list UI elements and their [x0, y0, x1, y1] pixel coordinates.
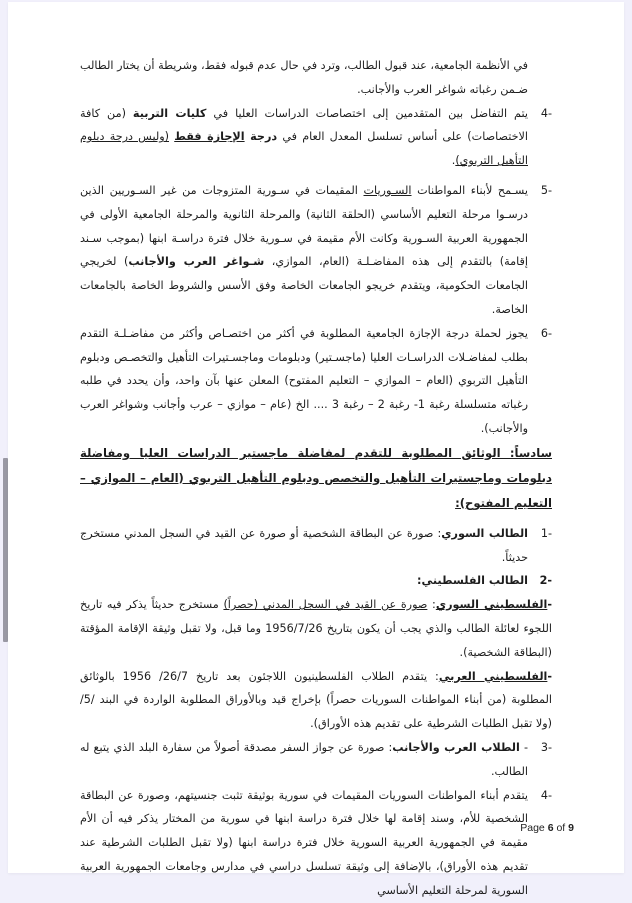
text: : صورة عن البطاقة الشخصية أو صورة عن القيد في السجل المدني مستخرج حديثاً.: [80, 526, 528, 564]
text: :: [417, 574, 422, 588]
document-item-2: [80, 569, 552, 593]
bold-label: الطالب الفلسطيني: [421, 574, 528, 588]
item-number: 1-: [540, 526, 552, 540]
bold-label: الطلاب العرب والأجانب: [392, 740, 520, 754]
list-item-4: [80, 102, 552, 173]
text: مستخرج حديثاً يذكر فيه تاريخ اللجوء لعائلة الطالب والذي يجب أن يكون بتاريخ 1956/7/26 وما قبل، ولا تقبل وثيقة الإقامة المؤقتة (البطاقة الشخصية).: [80, 598, 552, 659]
document-item-4: [80, 784, 552, 903]
of-word: of: [556, 822, 566, 834]
item-number: 5-: [540, 183, 552, 197]
page-content: [80, 54, 552, 903]
total-pages: 9: [568, 822, 574, 834]
list-item-6: [80, 322, 552, 441]
text: : يتقدم الطلاب الفلسطينيون اللاجئون بعد تاريخ 26/7/ 1956 بالوثائق المطلوبة (من أبناء المواطنات السوريات حصراً) بإخراج قيد وبالأوراق المطلوبة الواردة في البند /5/ (ولا تقبل الطلبات الشرطية على تقديم هذه الأوراق).: [80, 669, 552, 731]
text: .: [451, 154, 456, 168]
page-number-footer: [520, 822, 574, 834]
text: المقيمات في سـورية المتزوجات من غير السـوريين الذين درسـوا مرحلة التعليم الأساسي (الحلقة الثانية) والمرحلة الثانوية والمرحلة الجامعية الأولى في الجمهورية العربية السـورية وكانت الأم مقيمة في سـورية خلال فترة دراسـة ابنها (بموجب سـند إقامة) بالتقدم إلى هذه المفاضـلـة (العام، الموازي،: [80, 183, 528, 269]
dash: -: [547, 598, 552, 612]
underlined-text: (وليس درجة دبلوم التأهيل التربوي): [80, 130, 528, 168]
text: يسـمح لأبناء المواطنات: [411, 183, 528, 197]
section-heading: سادساً: الوثائق المطلوبة للتقدم لمفاضلة ماجستير الدراسات العليا ومفاضلة دبلومات وماجستيرات التأهيل والتخصص ودبلوم التأهيل التربوي (العام – الموازي – التعليم المفتوح):: [80, 445, 552, 510]
document-item-1: [80, 522, 552, 570]
bold-text: درجة: [244, 130, 278, 144]
item-number: 6-: [540, 326, 552, 340]
list-item-5: [80, 179, 552, 322]
underlined-text: السـوريات: [363, 183, 412, 197]
dash: -: [547, 669, 553, 683]
item-number: 3-: [540, 740, 552, 754]
page-word: Page: [520, 822, 545, 834]
bold-label: الطالب السوري: [441, 526, 529, 540]
text: يتقدم أبناء المواطنات السوريات المقيمات في سورية بوثيقة تثبت جنسيتهم، وصورة عن البطاقة الشخصية للأم، وسند إقامة لها خلال فترة دراسة ابنها في سورية من المختار يذكر فيه أن الأم مقيمة في الجمهورية العربية السورية خلال فترة دراسة ابنها (ولا تقبل الطلبات الشرطية عند تقديم هذه الأوراق)، بالإضافة إلى وثيقة تسلسل دراسي في مدارس وجامعات الجمهورية العربية السورية لمرحلة التعليم الأساسي: [80, 788, 528, 897]
bold-underlined-label: الفلسطيني السوري: [435, 598, 548, 612]
bold-text: شـواغر العرب والأجانب: [128, 255, 265, 269]
bold-text: كليات التربية: [132, 106, 207, 120]
palestinian-syrian-paragraph: [80, 593, 552, 664]
dash: -: [519, 740, 528, 754]
text: (من كافة الاختصاصات) على أساس تسلسل المعدل العام في: [80, 106, 528, 144]
item-number: 2-: [539, 574, 552, 588]
item-number: 4-: [540, 106, 552, 120]
intro-paragraph: في الأنظمة الجامعية، عند قبول الطالب، وترد في حال عدم قبوله فقط، وشريطة أن يختار الطالب ضـمن رغباته شواغر العرب والأجانب.: [80, 59, 528, 96]
item-number: 4-: [540, 788, 552, 802]
underlined-text: صورة عن القيد في السجل المدني (حصراً): [223, 598, 428, 612]
palestinian-arab-paragraph: [80, 665, 552, 736]
text: :: [427, 598, 436, 612]
current-page: 6: [547, 822, 554, 834]
bold-underlined-label: الفلسطيني العربي: [438, 669, 548, 683]
text: يتم التفاضل بين المتقدمين إلى اختصاصات الدراسات العليا في: [206, 106, 528, 120]
text: ) لخريجي الجامعات الحكومية، ويتقدم خريجو الجامعات الخاصة وفق الأسس والشروط الخاصة بالجامعات الخاصة.: [80, 255, 528, 316]
document-page: [8, 2, 624, 897]
bold-underlined-text: الإجازة فقط: [174, 130, 245, 144]
text: : صورة عن جواز السفر مصدقة أصولاً من سفارة البلد الذي يتبع له الطالب.: [80, 740, 528, 778]
document-item-3: [80, 736, 552, 784]
text: يجوز لحملة درجة الإجازة الجامعية المطلوبة في أكثر من اختصـاص وأكثر من مفاضـلـة التقدم بطلب لمفاضـلات الدراسـات العليا (ماجسـتير) ودبلومات وماجسـتيرات التأهيل والتخصـص ودبلوم التأهيل التربوي (العام – الموازي – التعليم المفتوح) المعلن عنها بآن واحد، وأن يحدد في طلبه رغباته متسلسلة رغبة 1- رغبة 2 – رغبة 3 .... الخ (عام – موازي – عرب وأجانب وشواغر العرب والأجانب).: [80, 326, 529, 435]
